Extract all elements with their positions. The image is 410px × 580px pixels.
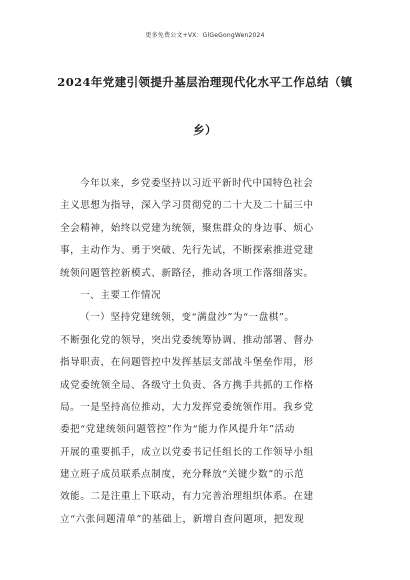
body-line: 统领问题管控新模式、新路径，推动各项工作落细落实。 (60, 267, 314, 279)
page-header: 更多免费公文+VX：GlGeGongWen2024 (145, 32, 265, 39)
body-line: 局。一是坚持高位推动，大力发挥党委统领作用。我乡党 (60, 401, 314, 413)
body-line: 全会精神，始终以党建为统领，聚焦群众的身边事、烦心 (60, 222, 314, 234)
body-line: 成党委统领全局、各级守土负责、各方携手共抓的工作格 (60, 379, 314, 391)
body-line: 一、主要工作情况 (80, 289, 162, 301)
body-line: 效能。二是注重上下联动，有力完善治理组织体系。在建 (60, 491, 314, 503)
body-line: 今年以来，乡党委坚持以习近平新时代中国特色社会 (80, 178, 314, 189)
body-line: 主义思想为指导，深入学习贯彻党的二十大及二十届三中 (60, 200, 314, 212)
body-line: 开展的重要抓手，成立以党委书记任组长的工作领导小组 (60, 446, 314, 458)
body-line: 委把“党建统领问题管控”作为“能力作风提升年”活动 (60, 424, 295, 436)
document-title-line1: 2024年党建引领提升基层治理现代化水平工作总结（镇 (57, 75, 353, 89)
body-line: 立“六张问题清单”的基础上，新增自查问题项，把发现 (60, 513, 305, 525)
body-line: 指导职责，在问题管控中发挥基层支部战斗堡垒作用，形 (60, 357, 314, 369)
document-body (60, 173, 352, 531)
body-line: 不断强化党的领导，突出党委统筹协调、推动部署、督办 (60, 334, 314, 346)
body-line: 事，主动作为、勇于突破、先行先试，不断探索推进党建 (60, 245, 314, 257)
document-title-line2: 乡） (193, 123, 217, 137)
body-line: （一）坚持党建统领，变“满盘沙”为“一盘棋”。 (80, 312, 295, 324)
body-line: 建立班子成员联系点制度，充分释放“关键少数”的示范 (60, 469, 305, 481)
